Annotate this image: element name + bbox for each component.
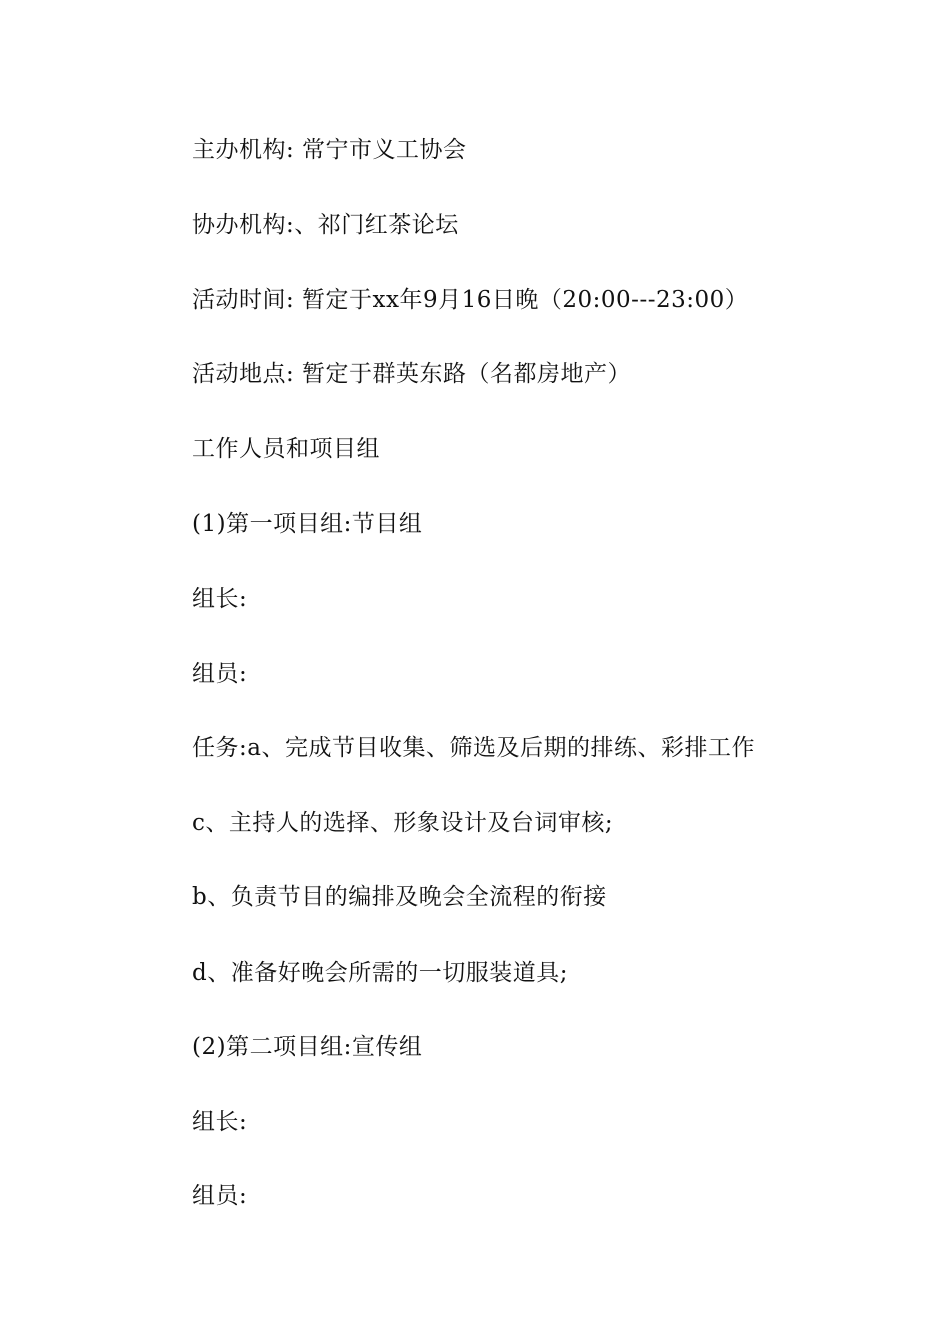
event-time-line: 活动时间: 暂定于xx年9月16日晚（20:00---23:00） [192, 287, 749, 313]
organizer-line: 主办机构: 常宁市义工协会 [192, 137, 467, 163]
group-1-task-c: c、主持人的选择、形象设计及台词审核; [192, 810, 614, 836]
group-2-heading: (2)第二项目组:宣传组 [192, 1034, 423, 1060]
group-2-leader: 组长: [192, 1109, 248, 1135]
co-organizer-line: 协办机构:、祁门红茶论坛 [192, 212, 459, 238]
group-1-task-a: 任务:a、完成节目收集、筛选及后期的排练、彩排工作 [192, 735, 755, 761]
group-1-heading: (1)第一项目组:节目组 [192, 511, 423, 537]
event-location-line: 活动地点: 暂定于群英东路（名都房地产） [192, 361, 632, 387]
group-1-task-d: d、准备好晚会所需的一切服装道具; [192, 960, 568, 986]
staff-heading: 工作人员和项目组 [192, 436, 380, 462]
group-1-members: 组员: [192, 661, 248, 687]
group-2-members: 组员: [192, 1183, 248, 1209]
group-1-task-b: b、负责节目的编排及晚会全流程的衔接 [192, 884, 607, 910]
group-1-leader: 组长: [192, 586, 248, 612]
